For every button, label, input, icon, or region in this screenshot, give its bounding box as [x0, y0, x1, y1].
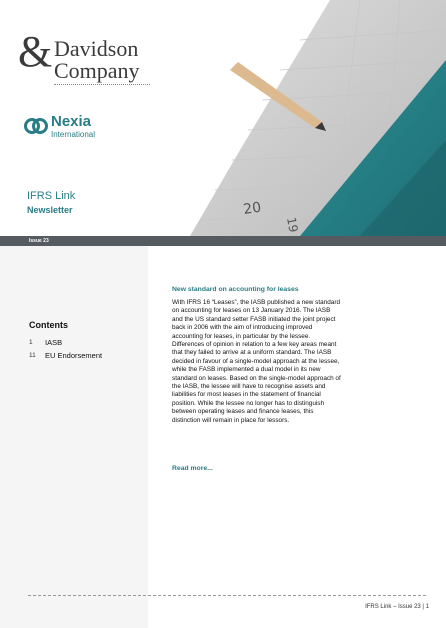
article-body: With IFRS 16 “Leases”, the IASB published a new standard on accounting for leases on 13 January 2016. The IASB and the US standard setter FASB initiated the joint project back in 2006 with the aim of introducing improved accounting for leases, in particular by the lessee. Differences of opinion in relation to a few key areas meant that they failed to arrive at a uniform standard. The IASB decided in favour of a single-model approach at the lessee, while the FASB implemented a dual model in its new standard on leases. Based on the single-model approach of the IASB, the lessee will have to recognise assets and liabilities for most leases in the statement of financial position. While the lessee no longer has to distinguish between operating leases and finance leases, this distinction will remain in place for lessors. [172, 299, 341, 424]
svg-text:20: 20 [242, 199, 263, 218]
logo-line-davidson: Davidson [54, 36, 139, 61]
contents-item-iasb[interactable] [29, 336, 144, 349]
logo-line-company: Company [54, 58, 140, 83]
read-more-link[interactable]: Read more... [172, 465, 213, 472]
footer-page-label: IFRS Link – Issue 23 | 1 [365, 604, 429, 610]
nexia-name: Nexia [51, 113, 92, 130]
contents-item-eu-endorsement[interactable] [29, 349, 144, 362]
newsletter-subtitle: Newsletter [27, 205, 73, 215]
contents-item-page: 11 [29, 352, 36, 359]
issue-bar [0, 236, 446, 246]
logo-ampersand: & [18, 27, 53, 76]
nexia-subtitle: International [51, 130, 96, 139]
lead-article [172, 285, 342, 425]
davidson-company-logo [18, 27, 158, 90]
contents-panel [0, 246, 148, 628]
issue-label: Issue 23 [29, 238, 49, 244]
cover-header [0, 0, 446, 236]
nexia-mark-icon [24, 114, 48, 138]
contents-heading: Contents [29, 320, 68, 330]
svg-text:19: 19 [284, 216, 301, 234]
article-title: New standard on accounting for leases [172, 286, 299, 293]
contents-item-page: 1 [29, 339, 33, 346]
nexia-logo [24, 112, 134, 144]
footer-rule [28, 595, 426, 596]
contents-item-label: IASB [45, 338, 63, 347]
contents-list [29, 336, 144, 362]
newsletter-title: IFRS Link [27, 190, 76, 202]
logo-tagline-rule [54, 84, 150, 87]
contents-item-label: EU Endorsement [45, 351, 103, 360]
